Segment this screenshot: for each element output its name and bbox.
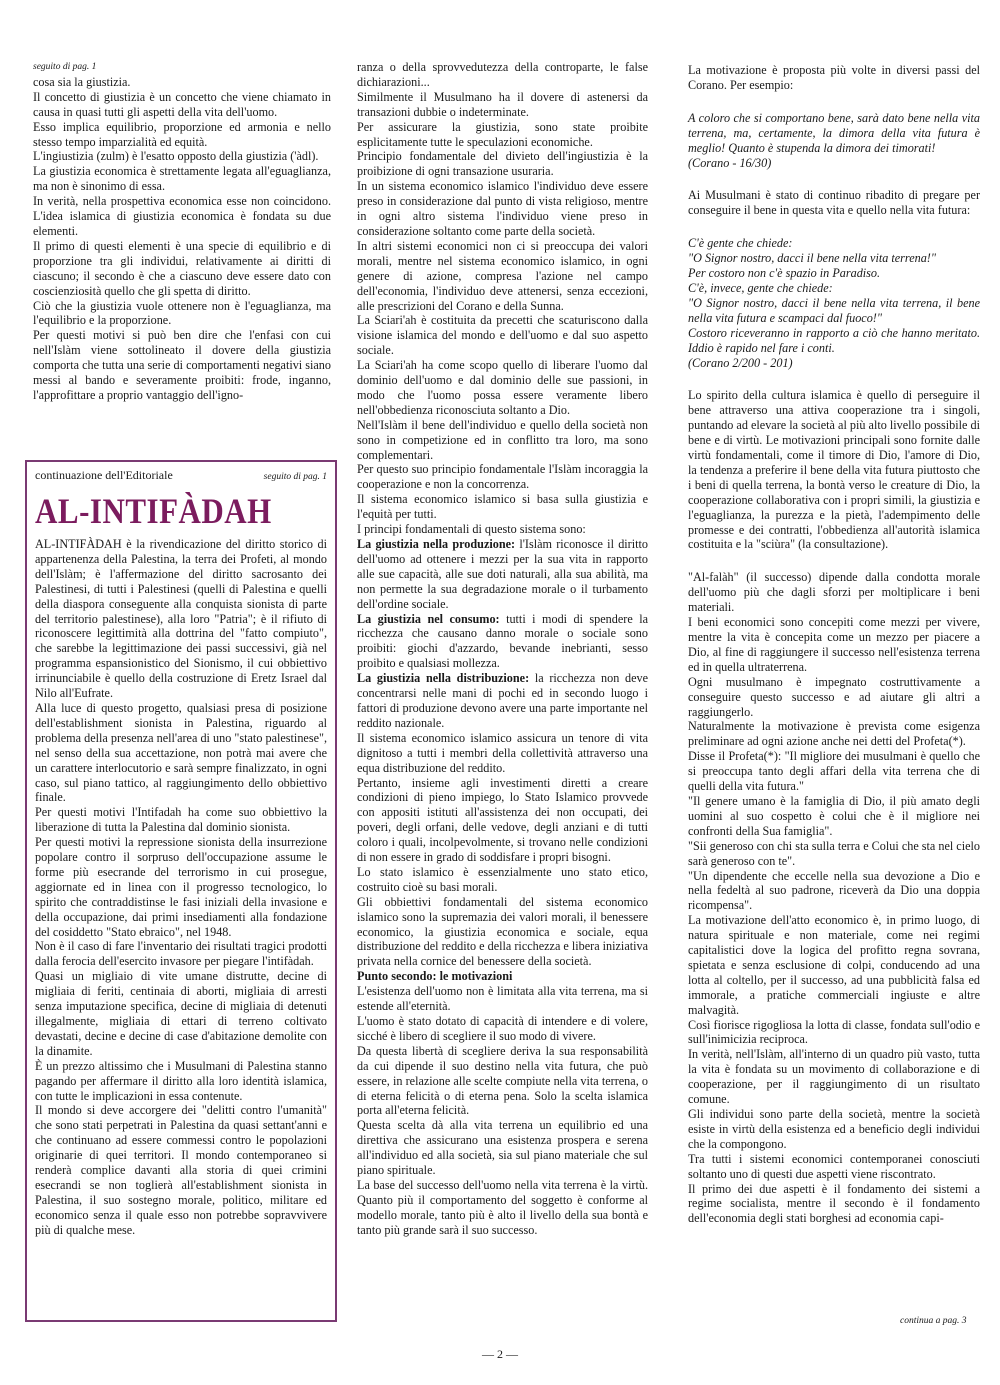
bold-lead: La giustizia nella produzione: [357,537,516,551]
paragraph: I principi fondamentali di questo sistema sono: [357,522,586,537]
paragraph: Tra tutti i sistemi economici contemporanei conosciuti soltanto uno di questi due aspetti viene riscontrato. [688,1151,980,1181]
quote-line: A coloro che si comportano bene, sarà dato bene nella vita terrena, ma, certamente, la dimora della vita futura è meglio! Quanto è stupenda la dimora dei timorati! [688,110,980,155]
quran-quote-1 [688,111,980,171]
paragraph: La Sciari'ah ha come scopo quello di liberare l'uomo dal dominio dell'uomo e dal dominio delle sue passioni, in modo che l'uomo possa essere veramente libero nell'obbedienza riconosciuta soltanto a Dio. [357,358,648,417]
paragraph: L'esistenza dell'uomo non è limitata alla vita terrena, ma si estende all'eternità. [357,984,648,1014]
quote-line: Per costoro non c'è spazio in Paradiso. [688,266,881,281]
prayer-paragraph: Ai Musulmani è stato di continuo ribadito di pregare per conseguire il bene in questa vita e quello nella vita futura: [688,188,980,218]
paragraph: In verità, nella prospettiva economica esse non coincidono. L'idea islamica di giustizia economica è fondata su due elementi. [33,194,331,238]
editorial-box [25,460,337,1322]
paragraph: Per questo suo principio fondamentale l'Islàm incoraggia la cooperazione e non la concorrenza. [357,462,648,492]
paragraph: Gli individui sono parte della società, mentre la società esiste in virtù della esistenza ed a beneficio degli individui che la compongono. [688,1107,980,1151]
editorial-header-label: continuazione dell'Editoriale [35,468,173,482]
column-left [33,60,331,403]
paragraph: La base del successo dell'uomo nella vita terrena è la virtù. Quanto più il comportamento del soggetto è conforme al modello morale, tanto più è alto il livello della sua bontà e tanto più grande sarà il suo successo. [357,1177,648,1237]
paragraph: "Un dipendente che eccelle nella sua devozione a Dio e nella fedeltà al suo padrone, riceverà da Dio una doppia ricompensa". [688,868,980,913]
editorial-paragraph: Per questi motivi la repressione sionista della insurrezione popolare contro il sorpruso dell'occupazione assume le forme più esecrande del terrorismo in cui prosegue, aggiornate ed in linea con il progresso tecnologico, lo spirito che contraddistinse le fasi iniziali della invasione e della occupazione, dai primi insediamenti alla fondazione del cosiddetto "Stato ebraico", nel 1948. [35,835,327,939]
editorial-body [35,537,327,1238]
paragraph: Il concetto di giustizia è un concetto che viene chiamato in causa in quasi tutti gli aspetti della vita dell'uomo. [33,89,331,119]
paragraph: L'ingiustizia (zulm) è l'esatto opposto della giustizia ('àdl). [33,149,319,164]
quote-line: (Corano 2/200 - 201) [688,355,793,370]
paragraph: Ciò che la giustizia vuole ottenere non è l'eguaglianza, ma l'equilibrio e la proporzione. [33,298,331,328]
paragraph: Pertanto, insieme agli investimenti diretti a creare condizioni di pieno impiego, lo Stato Islamico provvede con appositi istituti all'assistenza dei non occupati, dei poveri, degli orfani, delle vedove, degli anziani e di tutti coloro i quali, incolpevolmente, si trovano nelle condizioni di non essere in grado di soddisfare i propri bisogni. [357,775,648,865]
paragraph: L'uomo è stato dotato di capacità di intendere e di volere, sicché è libero di scegliere il suo modo di vivere. [357,1014,648,1043]
editorial-header [35,468,327,483]
paragraph: Lo stato islamico è essenzialmente uno stato etico, costruito cioè su basi morali. [357,864,648,894]
quote-line: C'è gente che chiede: [688,236,793,251]
paragraph: ranza o della sprovvedutezza della controparte, le false dichiarazioni... [357,60,648,89]
paragraph: Naturalmente la motivazione è prevista come esigenza preliminare ad ogni azione anche nei detti del Profeta(*). [688,719,980,749]
paragraph: In un sistema economico islamico l'individuo deve essere preso in considerazione dal punto di vista religioso, mentre in ogni altro sistema l'individuo viene preso in considerazione soltanto come parte della società. [357,179,648,238]
paragraph: Disse il Profeta(*): "Il migliore dei musulmani è quello che si preoccupa tanto degli affari della vita terrena che di quelli della vita futura." [688,749,980,794]
intro-paragraph: La motivazione è proposta più volte in diversi passi del Corano. Per esempio: [688,63,980,92]
paragraph: La motivazione dell'atto economico è, in primo luogo, di natura spirituale e non materiale, come nei regimi capitalistici dove la logica del profitto regna sovrana, spietata e senza esclusione di colpi, conducendo ad una lotta al coltello, per il successo, ad una pubblicità falsa ed immorale, a pratiche commerciali ingiuste e altre malvagità. [688,913,980,1017]
paragraph: Il sistema economico islamico si basa sulla giustizia e l'equità per tutti. [357,492,648,522]
paragraph: Ogni musulmano è impegnato costruttivamente a conseguire questo successo e ad aiutare gli altri a raggiungerlo. [688,674,980,719]
column-left-body [33,75,331,403]
paragraph: Principio fondamentale del divieto dell'ingiustizia è la proibizione di ogni transazione usuraria. [357,149,648,179]
paragraph: Gli obbiettivi fondamentali del sistema economico islamico sono la supremazia dei valori morali, il benessere economico, la giustizia economica e sociale, equa distribuzione del reddito e della ricchezza e libera iniziativa privata nella cornice del benessere della società. [357,894,649,969]
quote-line: C'è, invece, gente che chiede: [688,280,833,295]
paragraph: Il primo dei due aspetti è il fondamento dei sistemi a regime socialista, mentre il secondo è il fondamento dell'economia degli stati borghesi ad economia capi- [688,1181,980,1226]
paragraph: Similmente il Musulmano ha il dovere di astenersi da transazioni dubbie o indeterminate. [357,89,648,119]
editorial-paragraph: Il mondo si deve accorgere dei "delitti contro l'umanità" che sono stati perpetrati in Palestina da quasi settant'anni e che continuano ad essere commessi contro le popolazioni originarie di quei territori. Il mondo contemporaneo si renderà complice davanti alla storia di quei crimini esecrandi se non toglierà all'establishment sionista in Palestina, il suo sostegno morale, politico, militare ed economico senza il quale esso non potrebbe sopravvivere più di qualche mese. [35,1103,327,1237]
editorial-paragraph: È un prezzo altissimo che i Musulmani di Palestina stanno pagando per affermare il diritto alla loro identità islamica, con tutte le implicazioni in essa contenute. [35,1058,327,1103]
editorial-title: AL-INTIFÀDAH [35,491,272,532]
page-number: — 2 — [482,1347,518,1361]
paragraph: "Al-falàh" (il successo) dipende dalla condotta morale dell'uomo più che dagli sforzi per moltiplicare i beni materiali. [688,570,980,615]
paragraph: Per questi motivi si può ben dire che l'enfasi con cui nell'Islàm viene sottolineato il dovere della giustizia comporta che tutta una serie di comportamenti negativi siano messi al bando e severamente proibiti: frode, inganno, l'approfittare a proprio vantaggio dell'igno- [33,328,331,402]
editorial-paragraph: Quasi un migliaio di vite umane distrutte, decine di migliaia di feriti, centinaia di aborti, migliaia di arresti senza imputazione specifica, decine di migliaia di detenuti illegalmente, migliaia di ettari di terreno coltivato devastati, decine e decine di case d'abitazione demolite con la dinamite. [35,969,327,1058]
paragraph: "Il genere umano è la famiglia di Dio, il più amato degli uomini al suo cospetto è colui che è il migliore nei confronti della Sua famiglia". [688,793,980,838]
paragraph: Per assicurare la giustizia, sono state proibite esplicitamente tutte le speculazioni economiche. [357,119,648,149]
paragraph: La Sciari'ah è costituita da precetti che scaturiscono dalla visione islamica del mondo e dell'uomo e dal suo aspetto sociale. [357,313,648,358]
paragraph: Il sistema economico islamico assicura un tenore di vita dignitoso a tutti i membri della collettività attraverso una equa distribuzione del reddito. [357,730,648,775]
paragraph: cosa sia la giustizia. [33,74,131,89]
paragraph: Da questa libertà di scegliere deriva la sua responsabilità da cui dipende il suo destino nella vita futura, che può essere, in relazione alle scelte compiute nella vita terrena, o di eterna felicità o di eterna pena. Solo la scelta islamica porta all'eterna felicità. [357,1043,648,1118]
bold-lead: Punto secondo: le motivazioni [357,969,513,984]
paragraph: Esso implica equilibrio, proporzione ed armonia e nello stesso tempo imparzialità ed equità. [33,119,331,149]
editorial-continuation-note: seguito di pag. 1 [263,472,327,482]
continuation-footer: continua a pag. 3 [900,1316,967,1326]
paragraph: In altri sistemi economici non ci si preoccupa dei valori morali, mentre nel sistema economico islamico, in ogni genere di azione, compresa l'azione nel campo dell'economia, l'individuo deve attenersi, senza eccezioni, alle prescrizioni del Corano e della Sunna. [357,238,648,313]
bold-lead: La giustizia nella distribuzione: [357,671,530,686]
paragraph: La giustizia nel consumo: tutti i modi di spendere la ricchezza che causano danno morale o sociale sono proibiti: giochi d'azzardo, bevande inebrianti, sesso proibito e qualsiasi mollezza. [357,611,648,671]
column-right [688,63,980,1226]
editorial-paragraph: Non è il caso di fare l'inventario dei risultati tragici prodotti dalla ferocia dell'esercito invasore per piegare l'intifàdah. [35,939,327,969]
editorial-paragraph: AL-INTIFÀDAH è la rivendicazione del diritto storico di appartenenza della Palestina, la terra dei Profeti, al mondo dell'Islàm; è l'affermazione del diritto sacrosanto dei Palestinesi, di tutti i Palestinesi (quelli di Palestina e quelli della diaspora conseguente alla conquista sionista di parte del territorio palestinese), alla loro "Patria"; è il rifiuto di riconoscere legittimità alla dottrina del "fatto compiuto", che sarebbe la legittimazione dei passi successivi, già nel programma espansionistico del Sionismo, il cui obbiettivo irrinunciabile è quello della costruzione di Eretz Israel dal Nilo all'Eufrate. [35,537,327,701]
paragraph: Il primo di questi elementi è una specie di equilibrio e di proporzione tra gli individui, relativamente ai diritti di ciascuno; il secondo è che a ciascuno deve essere dato con coscienziosità quello che gli spetta di diritto. [33,238,331,298]
bold-lead: La giustizia nel consumo: [357,611,500,626]
quote-line: "O Signor nostro, dacci il bene nella vita terrena!" [688,251,936,266]
editorial-paragraph: Per questi motivi l'Intifadah ha come suo obbiettivo la liberazione di tutta la Palestina dal dominio sionista. [35,805,327,835]
paragraph: Nell'Islàm il bene dell'individuo e quello della società non sono in competizione ed in conflitto tra loro, ma sono complementari. [357,417,648,462]
column-right-body [688,570,980,1226]
paragraph: Questa scelta dà alla vita terrena un equilibrio ed una direttiva che assicurano una esistenza prospera e serena all'individuo ed alla società, sia sul piano materiale che sul piano spirituale. [357,1118,648,1178]
paragraph: I beni economici sono concepiti come mezzi per vivere, mentre la vita è concepita come un mezzo per piacere a Dio, al fine di raggiungere il successo nell'esistenza terrena ed in quella ultraterrena. [688,615,980,674]
quote-line: (Corano - 16/30) [688,155,772,170]
spirit-paragraph: Lo spirito della cultura islamica è quello di perseguire il bene attraverso una attiva cooperazione tra i singoli, puntando ad elevare la società al più alto livello possibile di bene e di virtù. Le motivazioni principali sono fornite dalle virtù fondamentali, come il timore di Dio, l'amore di Dio, la tendenza a preferire il bene della vita futura piuttosto che i beni di quella terrena, la bontà verso le creature di Dio, la cooperazione collaborativa con i propri simili, la giustizia e l'eguaglianza, la purezza e la pietà, l'adempimento delle promesse e dei contratti, l'obbedienza all'autorità islamica costituita e la "sciùra" (la consultazione). [688,388,980,552]
paragraph: La giustizia nella produzione: l'Islàm riconosce il diritto dell'uomo ad ottenere i mezzi per la sua vita in rapporto alle sue capacità, alle sue doti naturali, alla sua abilità, ma non permette la sua degradazione morale o il turbamento dell'ordine sociale. [357,537,648,611]
quran-quote-2 [688,236,980,370]
editorial-paragraph: Alla luce di questo progetto, qualsiasi presa di posizione dell'establishment sionista in Palestina, riguardo al problema della presenza nell'area di uno "stato palestinese", nel senso della sua accettazione, non potrà mai avere che un carattere interlocutorio e sarà sempre finalizzato, in ogni caso, sul piano tattico, al raggiungimento dello obbiettivo finale. [35,700,327,805]
continuation-note: seguito di pag. 1 [33,62,97,72]
quote-line: "O Signor nostro, dacci il bene nella vita terrena, il bene nella vita futura e scampaci dal fuoco!" [688,295,980,325]
paragraph: In verità, nell'Islàm, all'interno di un quadro più vasto, tutta la vita è fondata su un movimento di collaborazione e di cooperazione, per il raggiungimento di un risultato comune. [688,1047,980,1107]
column-middle [357,60,648,1238]
quote-line: Costoro riceveranno in rapporto a ciò che hanno meritato. Iddio è rapido nel fare i conti. [688,325,980,355]
paragraph: "Sii generoso con chi sta sulla terra e Colui che sta nel cielo sarà generoso con te". [688,838,980,868]
paragraph [357,969,648,984]
paragraph: La giustizia economica è strettamente legata all'eguaglianza, ma non è sinonimo di essa. [33,164,331,194]
paragraph: La giustizia nella distribuzione: la ricchezza non deve concentrarsi nelle mani di pochi ed in secondo luogo i fattori di produzione devono avere una parte importante nel reddito nazionale. [357,671,648,730]
paragraph: Così fiorisce rigogliosa la lotta di classe, fondata sull'odio e sull'inimicizia reciproca. [688,1017,980,1047]
